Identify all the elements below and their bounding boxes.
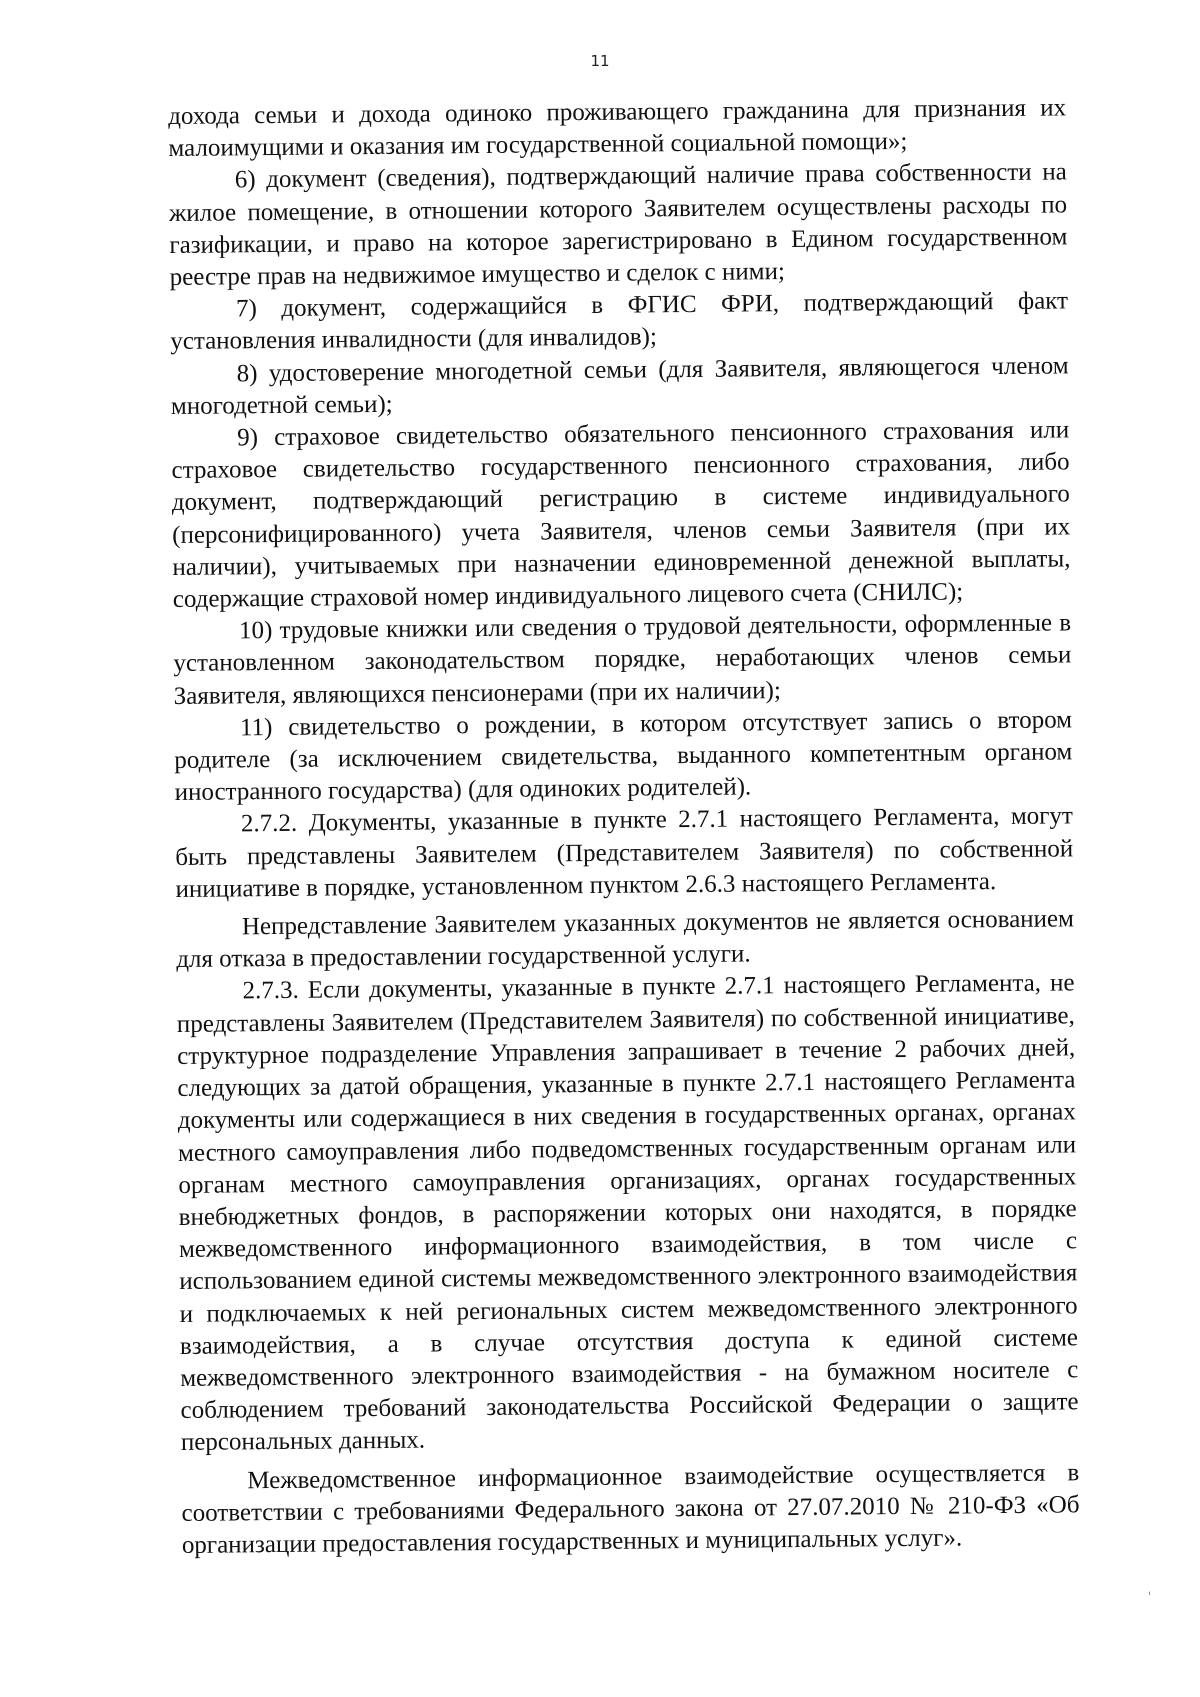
paragraph-income-continuation: дохода семьи и дохода одиноко проживающего гражданина для признания их малоимущими и оказания им государственной социальной помощи»; (168, 94, 1067, 163)
paragraph-interagency-interaction: Межведомственное информационное взаимодействие осуществляется в соответствии с требованиями Федерального закона от 27.07.2010 № 210-ФЗ «Об организации предоставления государственных и муниципальных услуг». (181, 1458, 1080, 1559)
paragraph-item-11: 11) свидетельство о рождении, в котором отсутствует запись о втором родителе (за исключением свидетельства, выданного компетентным органом иностранного государства) (для одиноких родителей). (174, 706, 1073, 807)
paragraph-section-2-7-3: 2.7.3. Если документы, указанные в пункте 2.7.1 настоящего Регламента, не представлены Заявителем (Представителем Заявителя) по собственной инициативе, структурное подразделение Управления запрашивает в течение 2 рабочих дней, следующих за датой обращения, указанные в пункте 2.7.1 настоящего Регламента документы или содержащиеся в них сведения в государственных органах, органах местного самоуправления либо подведомственных государственным органам или органам местного самоуправления организациях, органах государственных внебюджетных фондов, в распоряжении которых они находятся, в порядке межведомственного информационного взаимодействия, в том числе с использованием единой системы межведомственного электронного взаимодействия и подключаемых к ней региональных систем межведомственного электронного взаимодействия, а в случае отсутствия доступа к единой системе межведомственного электронного взаимодействия - на бумажном носителе с соблюдением требований законодательства Российской Федерации о защите персональных данных. (176, 969, 1079, 1457)
paragraph-item-7: 7) документ, содержащийся в ФГИС ФРИ, подтверждающий факт установления инвалидности (для инвалидов); (170, 287, 1069, 356)
paragraph-item-6: 6) документ (сведения), подтверждающий наличие права собственности на жилое помещение, в отношении которого Заявителем осуществлены расходы по газификации, и право на которое зарегистрировано в Едином государственном реестре прав на недвижимое имущество и сделок с ними; (168, 158, 1068, 292)
page-number: 11 (590, 52, 610, 70)
document-body (168, 92, 1080, 1562)
scan-artifact-mark: ˌ (1148, 1582, 1152, 1596)
paragraph-item-10: 10) трудовые книжки или сведения о трудовой деятельности, оформленные в установленном законодательством порядке, неработающих членов семьи Заявителя, являющихся пенсионерами (при их наличии); (173, 609, 1072, 710)
paragraph-section-2-7-2: 2.7.2. Документы, указанные в пункте 2.7.1 настоящего Регламента, могут быть представлены Заявителем (Представителем Заявителя) по собственной инициативе в порядке, установленном пунктом 2.6.3 настоящего Регламента. (175, 802, 1074, 903)
paragraph-non-submission: Непредставление Заявителем указанных документов не является основанием для отказа в предоставлении государственной услуги. (176, 905, 1075, 974)
paragraph-item-8: 8) удостоверение многодетной семьи (для Заявителя, являющегося членом многодетной семьи); (170, 351, 1069, 420)
paragraph-item-9: 9) страховое свидетельство обязательного пенсионного страхования или страховое свидетельство государственного пенсионного страхования, либо документ, подтверждающий регистрацию в системе индивидуального (персонифицированного) учета Заявителя, членов семьи Заявителя (при их наличии), учитываемых при назначении единовременной денежной выплаты, содержащие страховой номер индивидуального лицевого счета (СНИЛС); (171, 416, 1071, 614)
